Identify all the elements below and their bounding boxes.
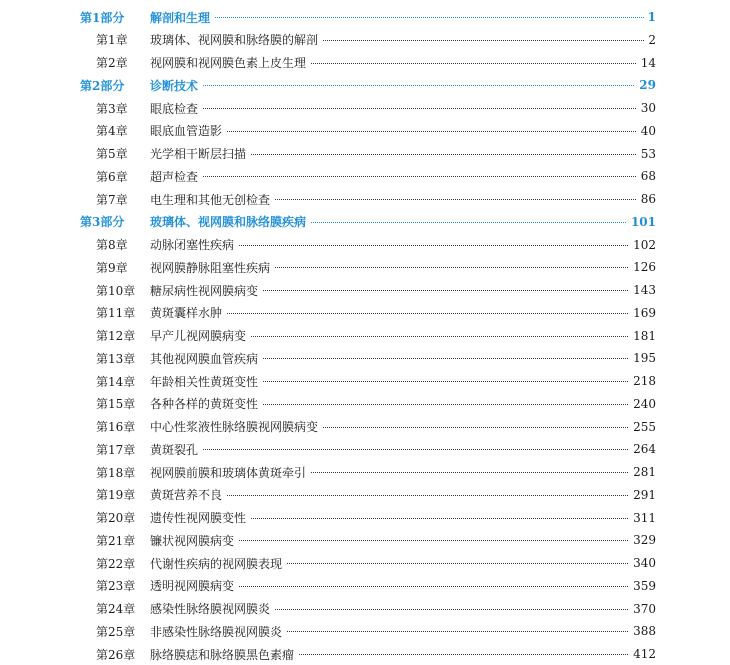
page-number: 388 bbox=[629, 624, 656, 638]
page-number: 29 bbox=[635, 78, 656, 92]
chapter-number: 第23章 bbox=[96, 579, 136, 594]
page-number: 30 bbox=[637, 101, 656, 115]
toc-chapter-entry[interactable] bbox=[0, 438, 730, 460]
chapter-number: 第4章 bbox=[96, 124, 128, 139]
toc-chapter-entry[interactable] bbox=[0, 29, 730, 51]
part-title: 解剖和生理 bbox=[150, 9, 214, 26]
chapter-number: 第5章 bbox=[96, 147, 128, 161]
chapter-number: 第6章 bbox=[96, 169, 128, 184]
toc-chapter-entry[interactable] bbox=[0, 52, 730, 74]
chapter-number: 第20章 bbox=[96, 511, 136, 525]
chapter-number: 第18章 bbox=[96, 465, 136, 480]
chapter-number: 第14章 bbox=[96, 374, 136, 389]
toc-chapter-entry[interactable] bbox=[0, 302, 730, 324]
chapter-number: 第16章 bbox=[96, 420, 136, 434]
toc-chapter-entry[interactable] bbox=[0, 370, 730, 392]
chapter-title: 代谢性疾病的视网膜表现 bbox=[150, 555, 286, 572]
chapter-number: 第13章 bbox=[96, 351, 136, 366]
chapter-title: 镰状视网膜病变 bbox=[150, 532, 238, 549]
chapter-title: 眼底检查 bbox=[150, 100, 202, 117]
toc-chapter-entry[interactable] bbox=[0, 165, 730, 187]
page-number: 101 bbox=[627, 215, 656, 229]
toc-chapter-entry[interactable] bbox=[0, 461, 730, 483]
chapter-number: 第22章 bbox=[96, 556, 136, 571]
page-number: 14 bbox=[637, 56, 656, 70]
chapter-number: 第17章 bbox=[96, 442, 136, 457]
toc-chapter-entry[interactable] bbox=[0, 325, 730, 347]
page-number: 264 bbox=[629, 442, 656, 456]
chapter-title: 玻璃体、视网膜和脉络膜的解剖 bbox=[150, 31, 322, 48]
page-number: 86 bbox=[637, 192, 656, 206]
chapter-title: 眼底血管造影 bbox=[150, 122, 226, 139]
toc-part-entry[interactable] bbox=[0, 211, 730, 233]
chapter-title: 年龄相关性黄斑变性 bbox=[150, 373, 262, 390]
dot-leader bbox=[150, 176, 650, 177]
chapter-number: 第24章 bbox=[96, 602, 136, 616]
chapter-number: 第15章 bbox=[96, 397, 136, 412]
toc-chapter-entry[interactable] bbox=[0, 347, 730, 369]
page-number: 218 bbox=[629, 374, 656, 388]
chapter-title: 脉络膜痣和脉络膜黑色素瘤 bbox=[150, 646, 298, 663]
toc-chapter-entry[interactable] bbox=[0, 234, 730, 256]
part-title: 诊断技术 bbox=[150, 77, 202, 94]
chapter-title: 视网膜前膜和玻璃体黄斑牵引 bbox=[150, 464, 310, 481]
page-number: 329 bbox=[629, 533, 656, 547]
toc-chapter-entry[interactable] bbox=[0, 279, 730, 301]
toc-chapter-entry[interactable] bbox=[0, 97, 730, 119]
chapter-number: 第1章 bbox=[96, 33, 128, 48]
dot-leader bbox=[150, 85, 650, 86]
chapter-number: 第25章 bbox=[96, 624, 136, 639]
part-title: 玻璃体、视网膜和脉络膜疾病 bbox=[150, 213, 310, 230]
chapter-title: 黄斑营养不良 bbox=[150, 486, 226, 503]
toc-chapter-entry[interactable] bbox=[0, 188, 730, 210]
page-number: 311 bbox=[629, 511, 656, 525]
toc-chapter-entry[interactable] bbox=[0, 393, 730, 415]
chapter-title: 动脉闭塞性疾病 bbox=[150, 236, 238, 253]
page-number: 281 bbox=[629, 465, 656, 479]
page-number: 53 bbox=[637, 147, 656, 161]
chapter-number: 第19章 bbox=[96, 488, 136, 503]
part-number: 第3部分 bbox=[80, 215, 125, 230]
page-number: 359 bbox=[629, 579, 656, 593]
chapter-title: 早产儿视网膜病变 bbox=[150, 327, 250, 344]
toc-chapter-entry[interactable] bbox=[0, 416, 730, 438]
chapter-title: 超声检查 bbox=[150, 168, 202, 185]
chapter-title: 其他视网膜血管疾病 bbox=[150, 350, 262, 367]
chapter-title: 糖尿病性视网膜病变 bbox=[150, 282, 262, 299]
chapter-title: 遗传性视网膜变性 bbox=[150, 509, 250, 526]
toc-chapter-entry[interactable] bbox=[0, 598, 730, 620]
chapter-title: 光学相干断层扫描 bbox=[150, 145, 250, 162]
chapter-number: 第11章 bbox=[96, 306, 136, 321]
toc-chapter-entry[interactable] bbox=[0, 507, 730, 529]
chapter-number: 第26章 bbox=[96, 647, 136, 662]
toc-chapter-entry[interactable] bbox=[0, 575, 730, 597]
page-number: 143 bbox=[629, 283, 656, 297]
dot-leader bbox=[150, 108, 650, 109]
page-number: 40 bbox=[637, 124, 656, 138]
chapter-title: 黄斑裂孔 bbox=[150, 441, 202, 458]
chapter-number: 第10章 bbox=[96, 283, 136, 298]
chapter-number: 第2章 bbox=[96, 56, 128, 70]
toc-chapter-entry[interactable] bbox=[0, 552, 730, 574]
chapter-title: 感染性脉络膜视网膜炎 bbox=[150, 600, 274, 617]
toc-chapter-entry[interactable] bbox=[0, 620, 730, 642]
toc-chapter-entry[interactable] bbox=[0, 484, 730, 506]
chapter-number: 第8章 bbox=[96, 238, 128, 252]
chapter-number: 第21章 bbox=[96, 533, 136, 548]
toc-chapter-entry[interactable] bbox=[0, 529, 730, 551]
chapter-title: 电生理和其他无创检查 bbox=[150, 191, 274, 208]
chapter-title: 透明视网膜病变 bbox=[150, 577, 238, 594]
toc-part-entry[interactable] bbox=[0, 74, 730, 96]
page-number: 2 bbox=[644, 33, 656, 47]
page-number: 102 bbox=[629, 238, 656, 252]
page-number: 291 bbox=[629, 488, 656, 502]
page-number: 195 bbox=[629, 351, 656, 365]
page-number: 126 bbox=[629, 260, 656, 274]
toc-part-entry[interactable] bbox=[0, 6, 730, 28]
toc-chapter-entry[interactable] bbox=[0, 143, 730, 165]
toc-chapter-entry[interactable] bbox=[0, 256, 730, 278]
part-number: 第2部分 bbox=[80, 78, 125, 93]
chapter-title: 视网膜静脉阻塞性疾病 bbox=[150, 259, 274, 276]
page-number: 1 bbox=[644, 10, 656, 24]
chapter-title: 非感染性脉络膜视网膜炎 bbox=[150, 623, 286, 640]
part-number: 第1部分 bbox=[80, 10, 125, 25]
toc-chapter-entry[interactable] bbox=[0, 120, 730, 142]
chapter-number: 第3章 bbox=[96, 101, 128, 116]
chapter-title: 视网膜和视网膜色素上皮生理 bbox=[150, 54, 310, 71]
page-number: 240 bbox=[629, 397, 656, 411]
chapter-number: 第7章 bbox=[96, 192, 128, 207]
chapter-number: 第9章 bbox=[96, 260, 128, 275]
chapter-title: 黄斑囊样水肿 bbox=[150, 304, 226, 321]
chapter-title: 中心性浆液性脉络膜视网膜病变 bbox=[150, 418, 322, 435]
page-number: 68 bbox=[637, 169, 656, 183]
page-number: 370 bbox=[629, 602, 656, 616]
page-number: 412 bbox=[629, 647, 656, 661]
dot-leader bbox=[150, 17, 650, 18]
page-number: 181 bbox=[629, 329, 656, 343]
chapter-title: 各种各样的黄斑变性 bbox=[150, 395, 262, 412]
dot-leader bbox=[150, 449, 650, 450]
page-number: 169 bbox=[629, 306, 656, 320]
page-number: 340 bbox=[629, 556, 656, 570]
page-number: 255 bbox=[629, 420, 656, 434]
chapter-number: 第12章 bbox=[96, 329, 136, 343]
